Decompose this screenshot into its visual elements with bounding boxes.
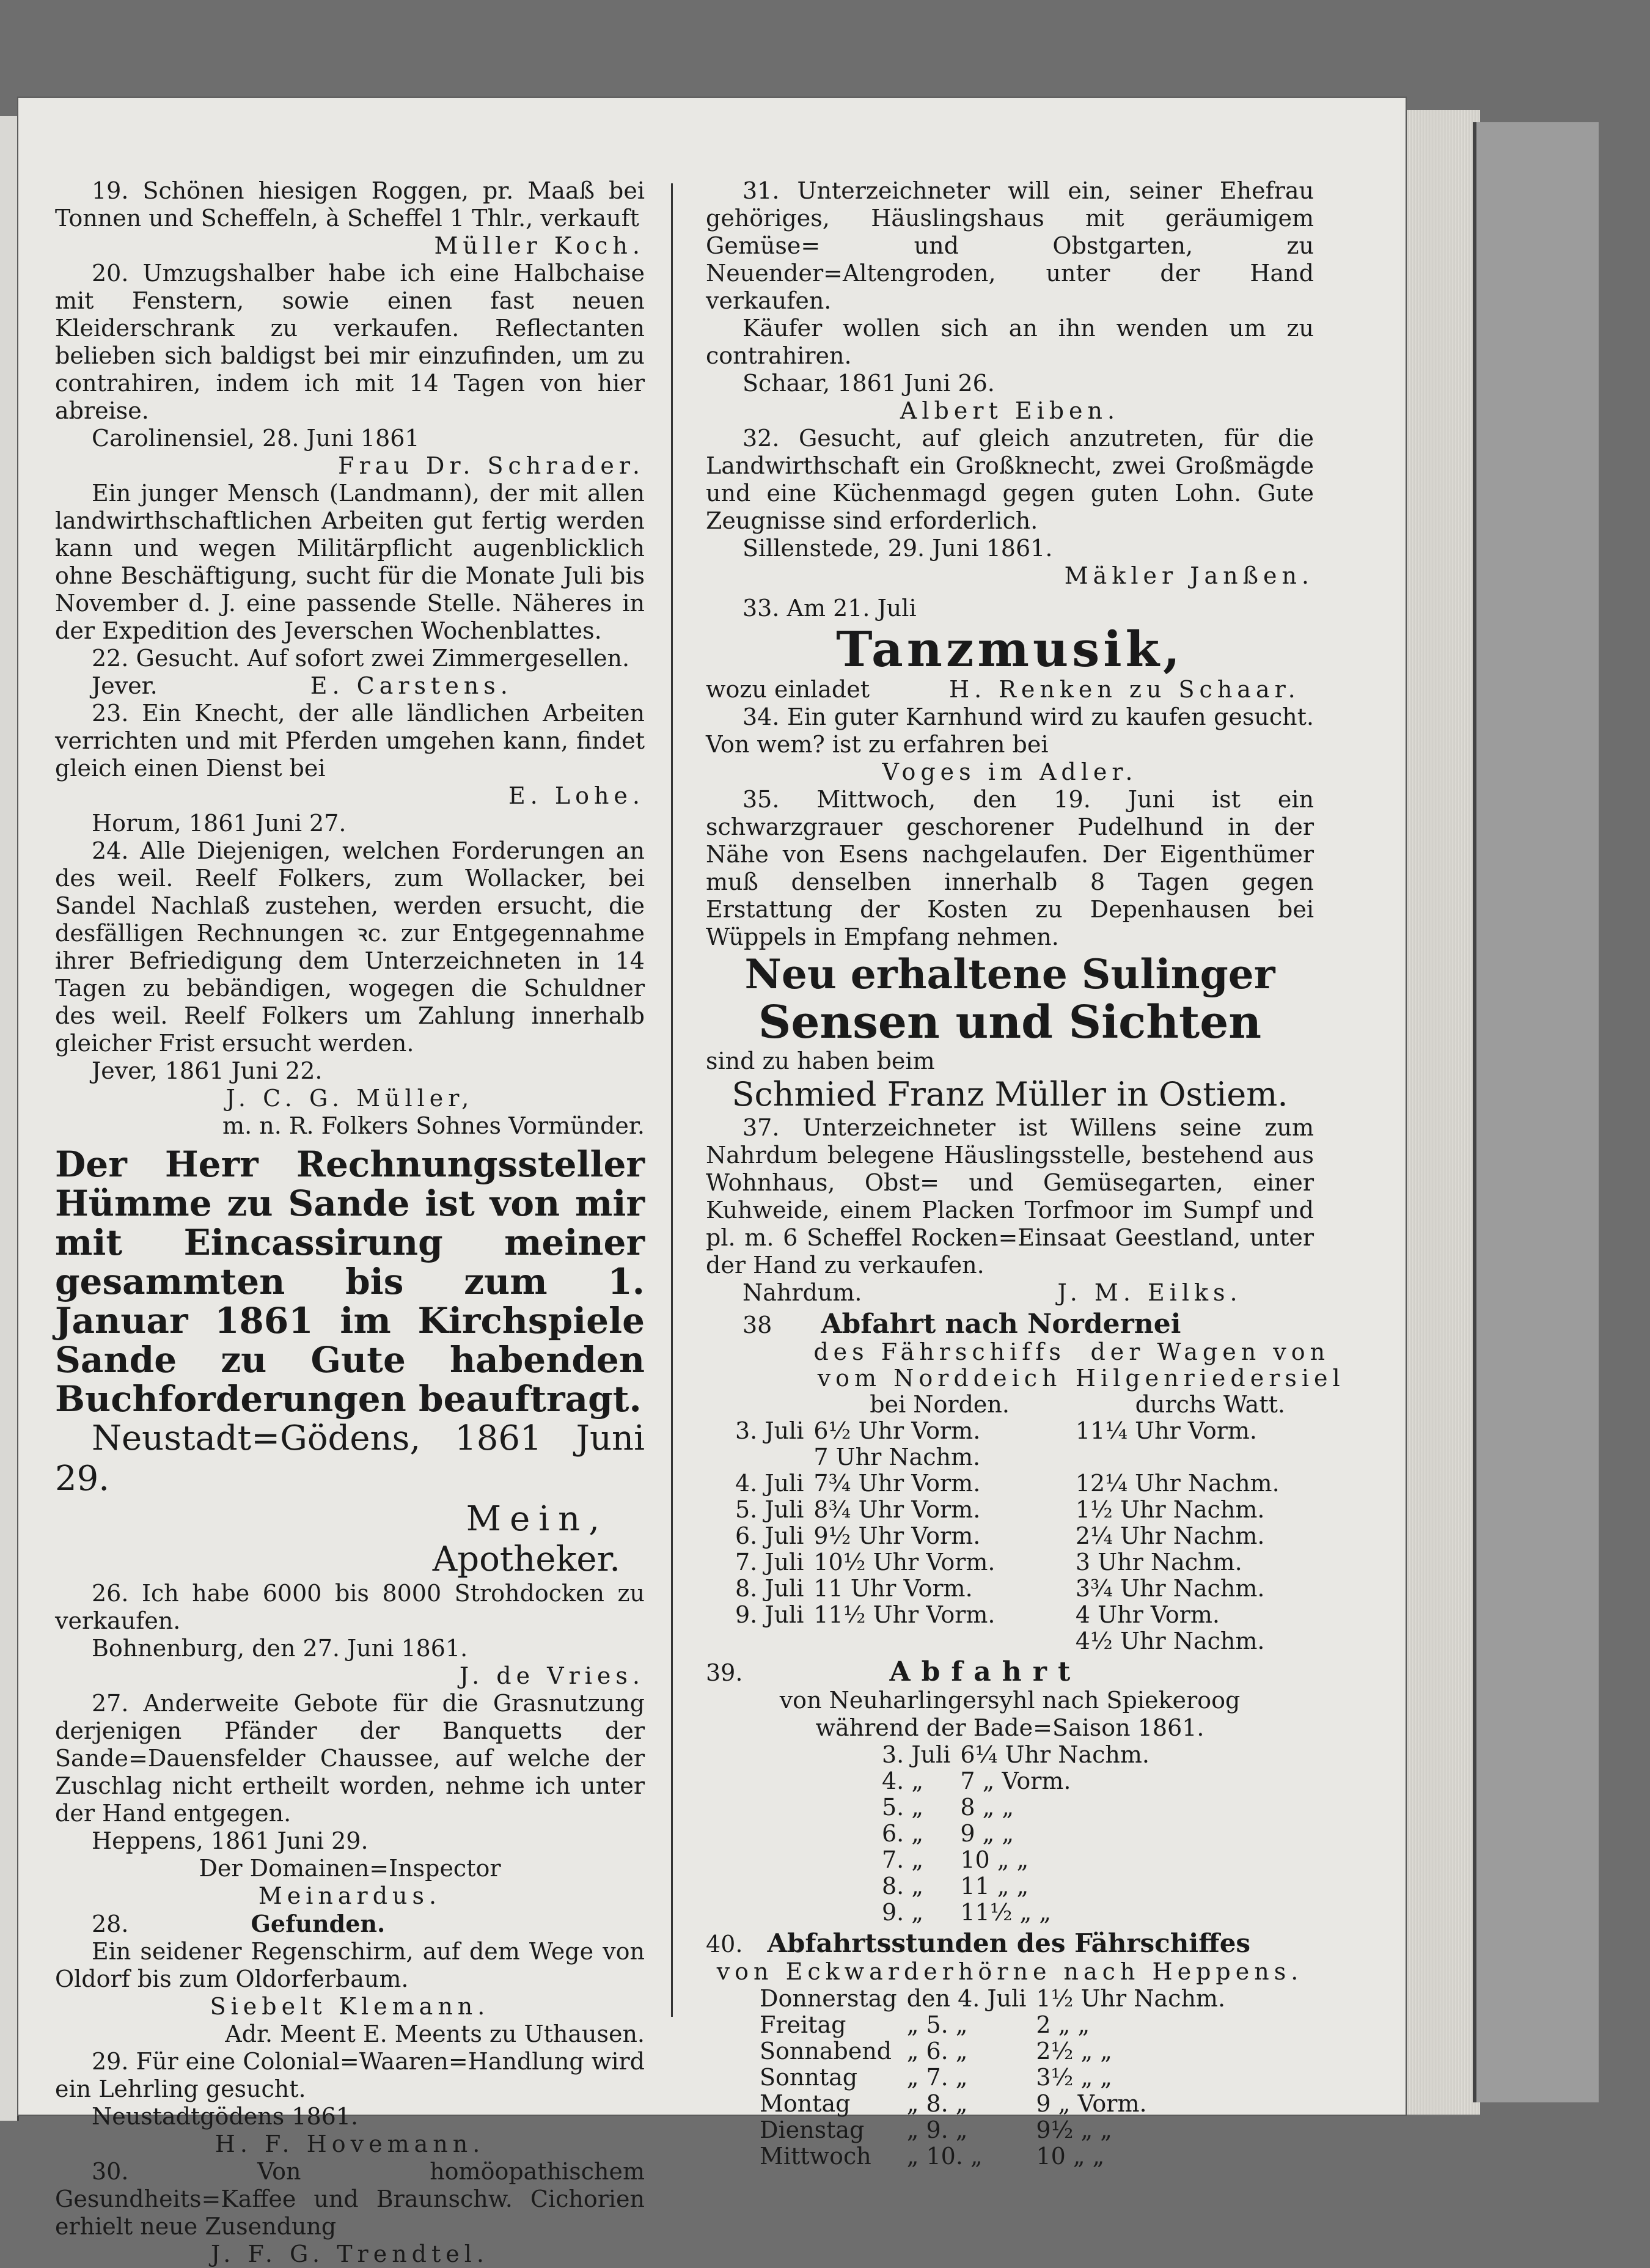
- cell-time: 3½ „ „: [1036, 2064, 1112, 2091]
- ad-32: 32. Gesucht, auf gleich anzutreten, für die Landwirthschaft ein Großknecht, zwei Großmägde und eine Küchenmagd gegen guten Lohn. Gute Zeugnisse sind erforderlich.: [706, 425, 1314, 534]
- cell-time: 10 „ „: [1036, 2143, 1105, 2170]
- cell-time: 7 „ Vorm.: [960, 1767, 1071, 1794]
- cell-ship: 6½ Uhr Vorm.: [813, 1417, 981, 1444]
- ad-27-place: Heppens, 1861 Juni 29.: [92, 1827, 369, 1854]
- ad-25-place: Neustadt=Gödens, 1861 Juni 29.: [55, 1418, 645, 1499]
- table-row: [755, 2143, 1230, 2170]
- table-row: [730, 1470, 1350, 1497]
- ad-37: 37. Unterzeichneter ist Willens seine zum Nahrdum belegene Häuslingsstelle, bestehend aus Wohnhaus, Obst= und Gemüsegarten, einer Kuhweide, einem Placken Torfmoor im Sumpf und pl. m. 6 Scheffel Rocken=Einsaat Geestland, unter der Hand zu verkaufen.: [706, 1114, 1314, 1279]
- table-row: [877, 1899, 1154, 1926]
- ad-40-number: 40.: [706, 1931, 743, 1958]
- ad-24-signature: J. C. G. Müller,: [226, 1085, 474, 1112]
- ad-23-place: Horum, 1861 Juni 27.: [92, 810, 346, 837]
- ad-39-header: [706, 1658, 1314, 1687]
- table-row: [755, 2064, 1230, 2091]
- cell-day: Sonntag: [760, 2064, 858, 2091]
- cell-date: 6. „: [882, 1820, 924, 1847]
- ad-26: 26. Ich habe 6000 bis 8000 Strohdocken zu verkaufen.: [55, 1580, 645, 1634]
- cell-ship: 8¾ Uhr Vorm.: [813, 1496, 981, 1523]
- cell-wagon: 1½ Uhr Nachm.: [1075, 1496, 1265, 1523]
- ad-22: 22. Gesucht. Auf sofort zwei Zimmergesellen.: [92, 645, 630, 672]
- ad-38-table: [730, 1339, 1350, 1654]
- cell-time: 9 „ „: [960, 1820, 1014, 1847]
- ad-23: 23. Ein Knecht, der alle ländlichen Arbeiten verrichten und mit Pferden umgehen kann, findet gleich einen Dienst bei: [55, 700, 645, 782]
- ad-22-signature: E. Carstens.: [310, 672, 513, 699]
- ad-40-title: Abfahrtsstunden des Fährschiffes: [767, 1928, 1251, 1958]
- ad-31-b: Käufer wollen sich an ihn wenden um zu contrahiren.: [706, 315, 1314, 369]
- table-row: [755, 1986, 1230, 2012]
- cell-ship: 11½ Uhr Vorm.: [813, 1601, 996, 1628]
- ad-39-subtitle: von Neuharlingersyhl nach Spiekeroog: [779, 1687, 1241, 1714]
- ad-26-place: Bohnenburg, den 27. Juni 1861.: [92, 1635, 468, 1662]
- ad-38-title: Abfahrt nach Nordernei: [821, 1308, 1181, 1340]
- ad-24: 24. Alle Diejenigen, welchen Forderungen an des weil. Reelf Folkers, zum Wollacker, bei Sandel Nachlaß zustehen, werden ersucht, die desfälligen Rechnungen ꝛc. zur Entgegennahme ihrer Befriedigung dem Unterzeichneten in 14 Tagen zu bebändigen, wogegen die Schuldner des weil. Reelf Folkers um Zahlung innerhalb gleicher Frist ersucht werden.: [55, 837, 645, 1057]
- cell-day: Dienstag: [760, 2116, 865, 2143]
- ad-38-number: 38: [743, 1312, 772, 1338]
- table-row: [877, 1742, 1154, 1768]
- cell-date: 7. „: [882, 1846, 924, 1873]
- ad-19: 19. Schönen hiesigen Roggen, pr. Maaß bei Tonnen und Scheffeln, à Scheffel 1 Thlr., verkauft: [55, 177, 645, 232]
- ad-37-signature: J. M. Eilks.: [1057, 1279, 1242, 1306]
- cell-date: 8. Juli: [735, 1575, 804, 1602]
- ad-33-line: [706, 676, 1314, 703]
- ad-20-place: Carolinensiel, 28. Juni 1861: [92, 425, 420, 452]
- left-column: [55, 177, 645, 2268]
- cell-time: 11½ „ „: [960, 1899, 1052, 1926]
- ad-38-col1-head: des Fährschiffs: [813, 1338, 1066, 1365]
- ad-19-signature: Müller Koch.: [434, 232, 645, 259]
- cell-time: 8 „ „: [960, 1794, 1014, 1821]
- cell-day: Mittwoch: [760, 2143, 871, 2170]
- ad-29-signature: H. F. Hovemann.: [215, 2130, 485, 2157]
- table-row: [730, 1523, 1350, 1549]
- ad-31: 31. Unterzeichneter will ein, seiner Ehefrau gehöriges, Häuslingshaus mit geräumigem Gemüse= und Obstgarten, zu Neuender=Altengroden, unter der Hand verkaufen.: [706, 177, 1314, 314]
- ad-22-line: [55, 672, 645, 700]
- cell-ship: 7 Uhr Nachm.: [813, 1444, 981, 1470]
- table-row: [877, 1794, 1154, 1821]
- ad-24-place: Jever, 1861 Juni 22.: [92, 1057, 323, 1084]
- cell-date: „ 5. „: [906, 2011, 968, 2038]
- ad-33: 33. Am 21. Juli: [743, 595, 917, 622]
- ad-40-header: [706, 1929, 1314, 1958]
- table-row: [877, 1821, 1154, 1847]
- ad-20: 20. Umzugshalber habe ich eine Halbchaise mit Fenstern, sowie einen fast neuen Kleiderschrank zu verkaufen. Reflectanten belieben sich baldigst bei mir einzufinden, um zu contrahiren, indem ich mit 14 Tagen von hier abreise.: [55, 260, 645, 424]
- cell-date: den 4. Juli: [906, 1985, 1027, 2012]
- ad-39-season: während der Bade=Saison 1861.: [815, 1714, 1204, 1741]
- ad-33-title: Tanzmusik,: [836, 620, 1184, 678]
- ad-23-signature: E. Lohe.: [508, 782, 645, 809]
- ad-28-number: 28.: [92, 1910, 129, 1937]
- ad-38-col1-sub2: bei Norden.: [870, 1391, 1010, 1418]
- ad-32-signature: Mäkler Janßen.: [1064, 562, 1314, 589]
- table-row: [730, 1418, 1350, 1444]
- cell-date: 9. „: [882, 1899, 924, 1926]
- cell-date: 8. „: [882, 1873, 924, 1899]
- book-binding: [1473, 122, 1599, 2102]
- cell-ship: [809, 1628, 1071, 1654]
- cell-ship: 10½ Uhr Vorm.: [813, 1549, 996, 1576]
- cell-date: 3. Juli: [882, 1741, 951, 1768]
- cell-date: „ 9. „: [906, 2116, 968, 2143]
- table-row: [755, 2117, 1230, 2143]
- ad-34: 34. Ein guter Karnhund wird zu kaufen gesucht. Von wem? ist zu erfahren bei: [706, 703, 1314, 758]
- column-rule: [671, 183, 673, 2017]
- cell-date: 7. Juli: [735, 1549, 804, 1576]
- ad-28-header: [55, 1910, 645, 1938]
- ad-28-signature: Siebelt Klemann.: [210, 1993, 490, 2020]
- right-column: [706, 177, 1345, 2170]
- ad-40-subtitle: von Eckwarderhörne nach Heppens.: [716, 1958, 1304, 1985]
- ad-29-place: Neustadtgödens 1861.: [92, 2103, 359, 2130]
- cell-date: 5. Juli: [735, 1496, 804, 1523]
- ad-33-signature: H. Renken zu Schaar.: [949, 676, 1300, 703]
- cell-time: 6¼ Uhr Nachm.: [960, 1741, 1150, 1768]
- cell-time: 11 „ „: [960, 1873, 1029, 1899]
- cell-ship: 7¾ Uhr Vorm.: [813, 1470, 981, 1497]
- ad-38-col2-sub2: durchs Watt.: [1135, 1391, 1285, 1418]
- ad-25-signature: Mein,: [466, 1499, 608, 1539]
- table-row: [730, 1549, 1350, 1576]
- ad-39-table: [877, 1742, 1154, 1926]
- table-row: [730, 1444, 1350, 1470]
- cell-date: 5. „: [882, 1794, 924, 1821]
- ad-25-title: Apotheker.: [432, 1540, 620, 1579]
- cell-wagon: [1071, 1444, 1350, 1470]
- cell-date: [730, 1628, 809, 1654]
- cell-time: 9½ „ „: [1036, 2116, 1112, 2143]
- ad-24-role: m. n. R. Folkers Sohnes Vormünder.: [222, 1112, 645, 1139]
- cell-date: „ 6. „: [906, 2038, 968, 2064]
- ad-28: Ein seidener Regenschirm, auf dem Wege von Oldorf bis zum Oldorferbaum.: [55, 1938, 645, 1992]
- table-header-row: [730, 1392, 1350, 1418]
- table-header-row: [730, 1339, 1350, 1365]
- cell-ship: 11 Uhr Vorm.: [813, 1575, 973, 1602]
- table-header-row: [730, 1365, 1350, 1392]
- cell-wagon: 4½ Uhr Nachm.: [1075, 1628, 1265, 1654]
- ad-21: Ein junger Mensch (Landmann), der mit allen landwirthschaftlichen Arbeiten gut fertig werden kann und wegen Militärpflicht augenblicklich ohne Beschäftigung, sucht für die Monate Juli bis November d. J. eine passende Stelle. Näheres in der Expedition des Jeverschen Wochenblattes.: [55, 480, 645, 644]
- ad-27-role: Der Domainen=Inspector: [199, 1855, 501, 1882]
- table-row: [877, 1847, 1154, 1873]
- cell-time: 9 „ Vorm.: [1036, 2090, 1147, 2117]
- cell-day: Montag: [760, 2090, 851, 2117]
- cell-date: 9. Juli: [735, 1601, 804, 1628]
- cell-date: 6. Juli: [735, 1522, 804, 1549]
- ad-40-table: [755, 1986, 1230, 2170]
- cell-wagon: 11¼ Uhr Vorm.: [1075, 1417, 1257, 1444]
- ad-28-heading: Gefunden.: [251, 1910, 386, 1937]
- ad-30: 30. Von homöopathischem Gesundheits=Kaffee und Braunschw. Cichorien erhielt neue Zusendung: [55, 2158, 645, 2240]
- cell-day: Freitag: [760, 2011, 846, 2038]
- ad-34-signature: Voges im Adler.: [882, 758, 1138, 785]
- ad-36-line2: Sensen und Sichten: [758, 996, 1262, 1049]
- page-stack-edge: [1406, 110, 1480, 2115]
- cell-date: „ 10. „: [906, 2143, 983, 2170]
- ad-36-line1: Neu erhaltene Sulinger: [744, 950, 1275, 998]
- cell-date: „ 7. „: [906, 2064, 968, 2091]
- cell-ship: 9½ Uhr Vorm.: [813, 1522, 981, 1549]
- cell-wagon: 2¼ Uhr Nachm.: [1075, 1522, 1265, 1549]
- ad-38-col2-head: der Wagen von: [1090, 1338, 1330, 1365]
- ad-35: 35. Mittwoch, den 19. Juni ist ein schwarzgrauer geschorener Pudelhund in der Nähe von Esens nachgelaufen. Der Eigenthümer muß denselben innerhalb 8 Tagen gegen Erstattung der Kosten zu Depenhausen bei Wüppels in Empfang nehmen.: [706, 786, 1314, 950]
- ad-30-signature: J. F. G. Trendtel.: [211, 2240, 489, 2267]
- table-row: [755, 2038, 1230, 2064]
- cell-wagon: 4 Uhr Vorm.: [1075, 1601, 1220, 1628]
- table-row: [730, 1628, 1350, 1654]
- ad-38-col1-sub: vom Norddeich: [817, 1365, 1062, 1392]
- cell-wagon: 3¾ Uhr Nachm.: [1075, 1575, 1265, 1602]
- cell-day: Donnerstag: [760, 1985, 897, 2012]
- ad-38-header: [706, 1310, 1314, 1339]
- table-row: [730, 1576, 1350, 1602]
- ad-33-left: wozu einladet: [706, 676, 870, 703]
- cell-time: 2 „ „: [1036, 2011, 1090, 2038]
- table-row: [755, 2091, 1230, 2117]
- table-row: [755, 2012, 1230, 2038]
- table-row: [730, 1497, 1350, 1523]
- table-row: [877, 1768, 1154, 1794]
- table-row: [877, 1873, 1154, 1899]
- ad-39-title: Abfahrt: [889, 1656, 1082, 1687]
- cell-wagon: 12¼ Uhr Nachm.: [1075, 1470, 1280, 1497]
- cell-date: 4. „: [882, 1767, 924, 1794]
- cell-time: 10 „ „: [960, 1846, 1029, 1873]
- ad-28-address: Adr. Meent E. Meents zu Uthausen.: [225, 2020, 645, 2047]
- ad-38-col2-sub: Hilgenriedersiel: [1075, 1365, 1345, 1392]
- cell-date: „ 8. „: [906, 2090, 968, 2117]
- cell-date: 4. Juli: [735, 1470, 804, 1497]
- cell-day: Sonnabend: [760, 2038, 892, 2064]
- cell-time: 1½ Uhr Nachm.: [1036, 1985, 1226, 2012]
- ad-31-signature: Albert Eiben.: [900, 397, 1120, 424]
- ad-22-place: Jever.: [92, 672, 158, 699]
- ad-25: Der Herr Rechnungssteller Hümme zu Sande ist von mir mit Eincassirung meiner gesammten bis zum 1. Januar 1861 im Kirchspiele Sande zu Gute habenden Buchforderungen beauftragt.: [55, 1143, 645, 1420]
- ad-37-place: Nahrdum.: [743, 1279, 862, 1306]
- previous-page-edge: [0, 116, 19, 2121]
- ad-36-line4: Schmied Franz Müller in Ostiem.: [732, 1075, 1288, 1114]
- ad-32-place: Sillenstede, 29. Juni 1861.: [743, 535, 1053, 562]
- ad-27-signature: Meinardus.: [258, 1882, 442, 1909]
- cell-wagon: 3 Uhr Nachm.: [1075, 1549, 1242, 1576]
- cell-date: [730, 1444, 809, 1470]
- ad-36-line3: sind zu haben beim: [706, 1048, 935, 1074]
- ad-39-number: 39.: [706, 1659, 743, 1686]
- cell-date: 3. Juli: [735, 1417, 804, 1444]
- ad-26-signature: J. de Vries.: [459, 1662, 645, 1689]
- ad-29: 29. Für eine Colonial=Waaren=Handlung wird ein Lehrling gesucht.: [55, 2048, 645, 2102]
- cell-time: 2½ „ „: [1036, 2038, 1112, 2064]
- ad-20-signature: Frau Dr. Schrader.: [338, 452, 645, 479]
- ad-27: 27. Anderweite Gebote für die Grasnutzung derjenigen Pfänder der Banquetts der Sande=Dauensfelder Chaussee, auf welche der Zuschlag nicht ertheilt worden, nehme ich unter der Hand entgegen.: [55, 1690, 645, 1827]
- ad-37-line: [706, 1279, 1314, 1307]
- ad-31-place: Schaar, 1861 Juni 26.: [743, 370, 995, 397]
- table-row: [730, 1602, 1350, 1628]
